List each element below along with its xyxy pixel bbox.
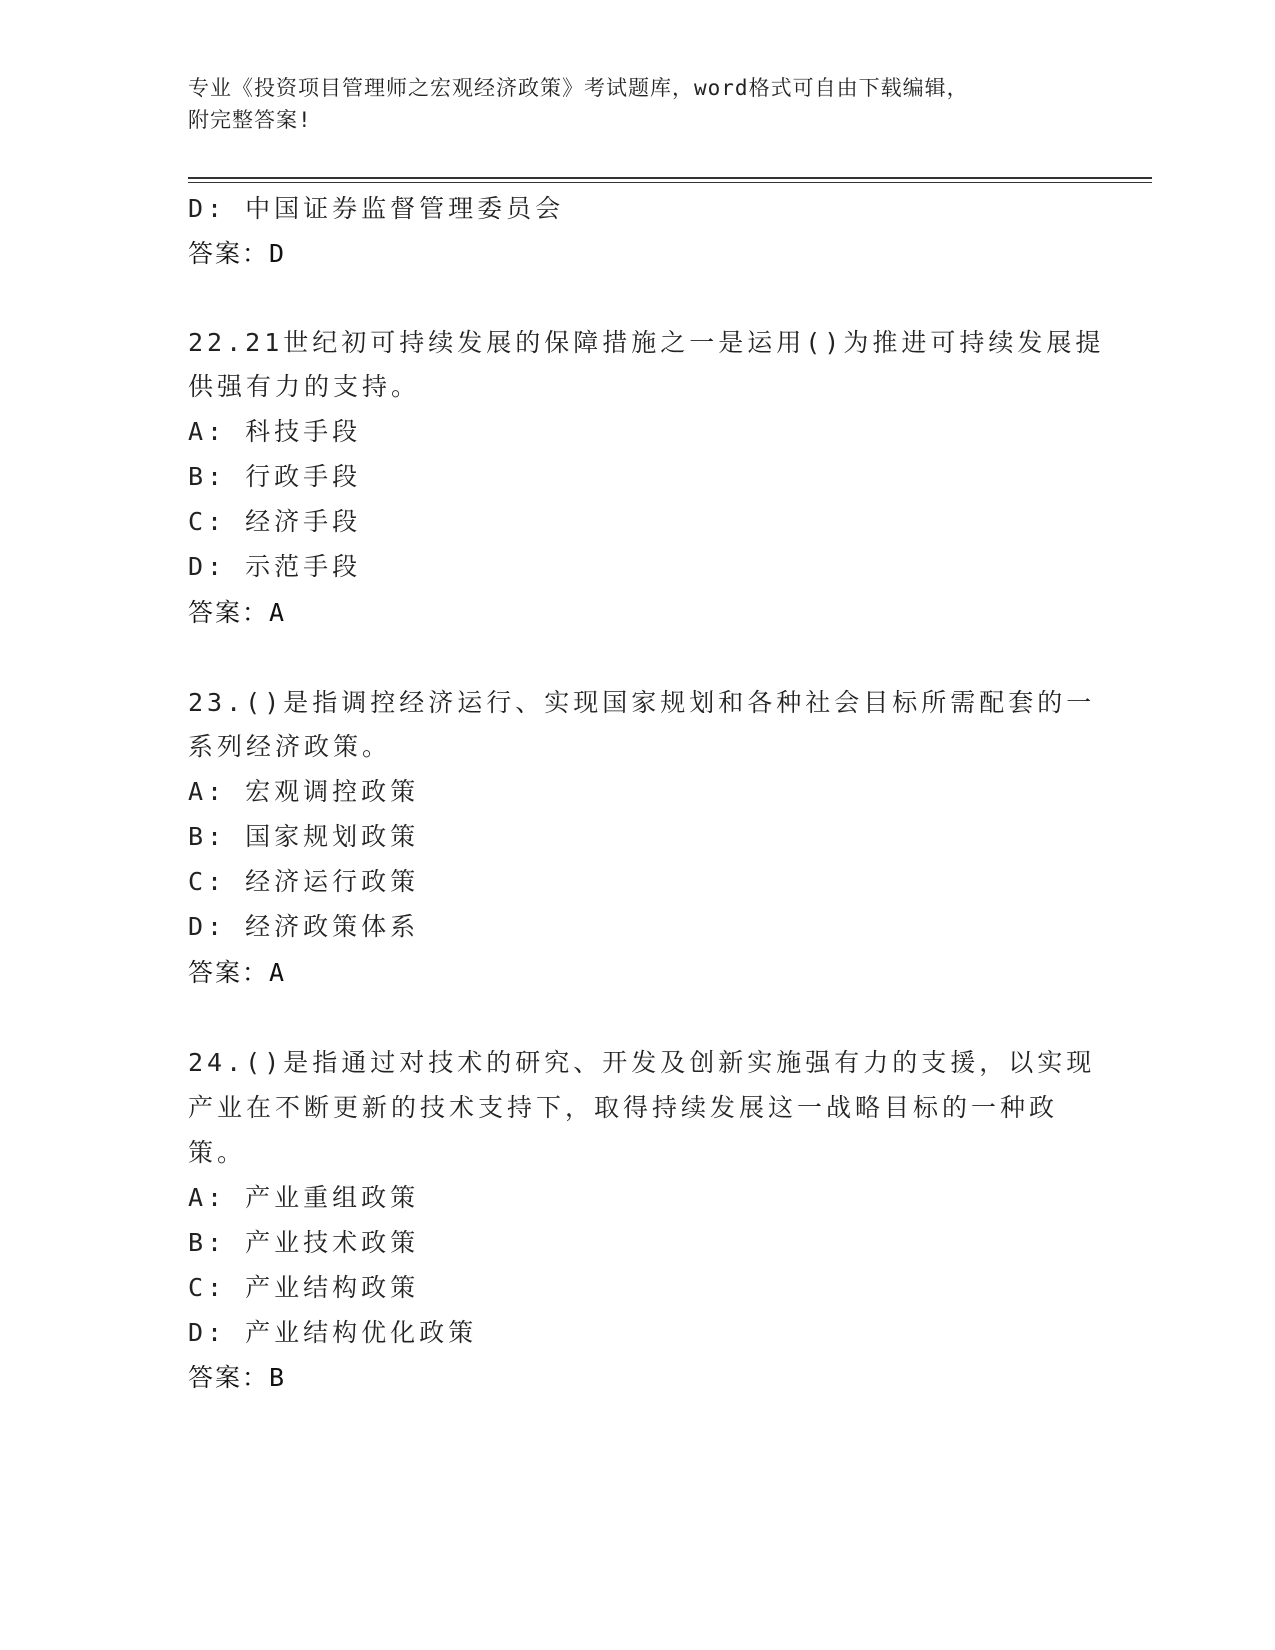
header-line-1: 专业《投资项目管理师之宏观经济政策》考试题库，word格式可自由下载编辑，	[188, 76, 969, 100]
answer-label: 答案：	[188, 1363, 270, 1392]
header-divider-thick	[188, 177, 1152, 179]
answer-value: A	[269, 598, 287, 627]
question-23-option-b: B: 国家规划政策	[188, 822, 420, 851]
question-22-option-b: B: 行政手段	[188, 462, 362, 491]
question-23-option-a: A: 宏观调控政策	[188, 777, 420, 806]
question-22-option-d: D: 示范手段	[188, 552, 362, 581]
question-22-stem-line-1: 22.21世纪初可持续发展的保障措施之一是运用()为推进可持续发展提	[188, 328, 1105, 357]
question-23-answer	[188, 955, 286, 991]
question-24-answer	[188, 1360, 286, 1396]
question-22-stem-line-2: 供强有力的支持。	[188, 372, 421, 401]
question-24-option-b: B: 产业技术政策	[188, 1228, 420, 1257]
answer-label: 答案：	[188, 598, 270, 627]
question-22-option-a: A: 科技手段	[188, 417, 362, 446]
question-22-option-c: C: 经济手段	[188, 507, 362, 536]
answer-label: 答案：	[188, 239, 270, 268]
answer-value: B	[269, 1363, 287, 1392]
answer-value: A	[269, 958, 287, 987]
question-23-option-c: C: 经济运行政策	[188, 867, 420, 896]
document-header	[188, 72, 1088, 136]
question-24-stem-line-1: 24.()是指通过对技术的研究、开发及创新实施强有力的支援，以实现	[188, 1048, 1096, 1077]
question-22-answer	[188, 595, 286, 631]
question-24-option-a: A: 产业重组政策	[188, 1183, 420, 1212]
header-line-2: 附完整答案!	[188, 108, 312, 132]
question-23-stem-line-1: 23.()是指调控经济运行、实现国家规划和各种社会目标所需配套的一	[188, 688, 1096, 717]
question-24-stem-line-2: 产业在不断更新的技术支持下，取得持续发展这一战略目标的一种政	[188, 1093, 1059, 1122]
prev-answer	[188, 236, 286, 272]
question-23-stem-line-2: 系列经济政策。	[188, 732, 392, 761]
question-23-option-d: D: 经济政策体系	[188, 912, 420, 941]
answer-label: 答案：	[188, 958, 270, 987]
question-24-option-d: D: 产业结构优化政策	[188, 1318, 478, 1347]
header-divider-thin	[188, 182, 1152, 183]
question-24-stem-line-3: 策。	[188, 1138, 247, 1167]
answer-value: D	[269, 239, 287, 268]
prev-option-d: D: 中国证券监督管理委员会	[188, 194, 565, 223]
question-24-option-c: C: 产业结构政策	[188, 1273, 420, 1302]
